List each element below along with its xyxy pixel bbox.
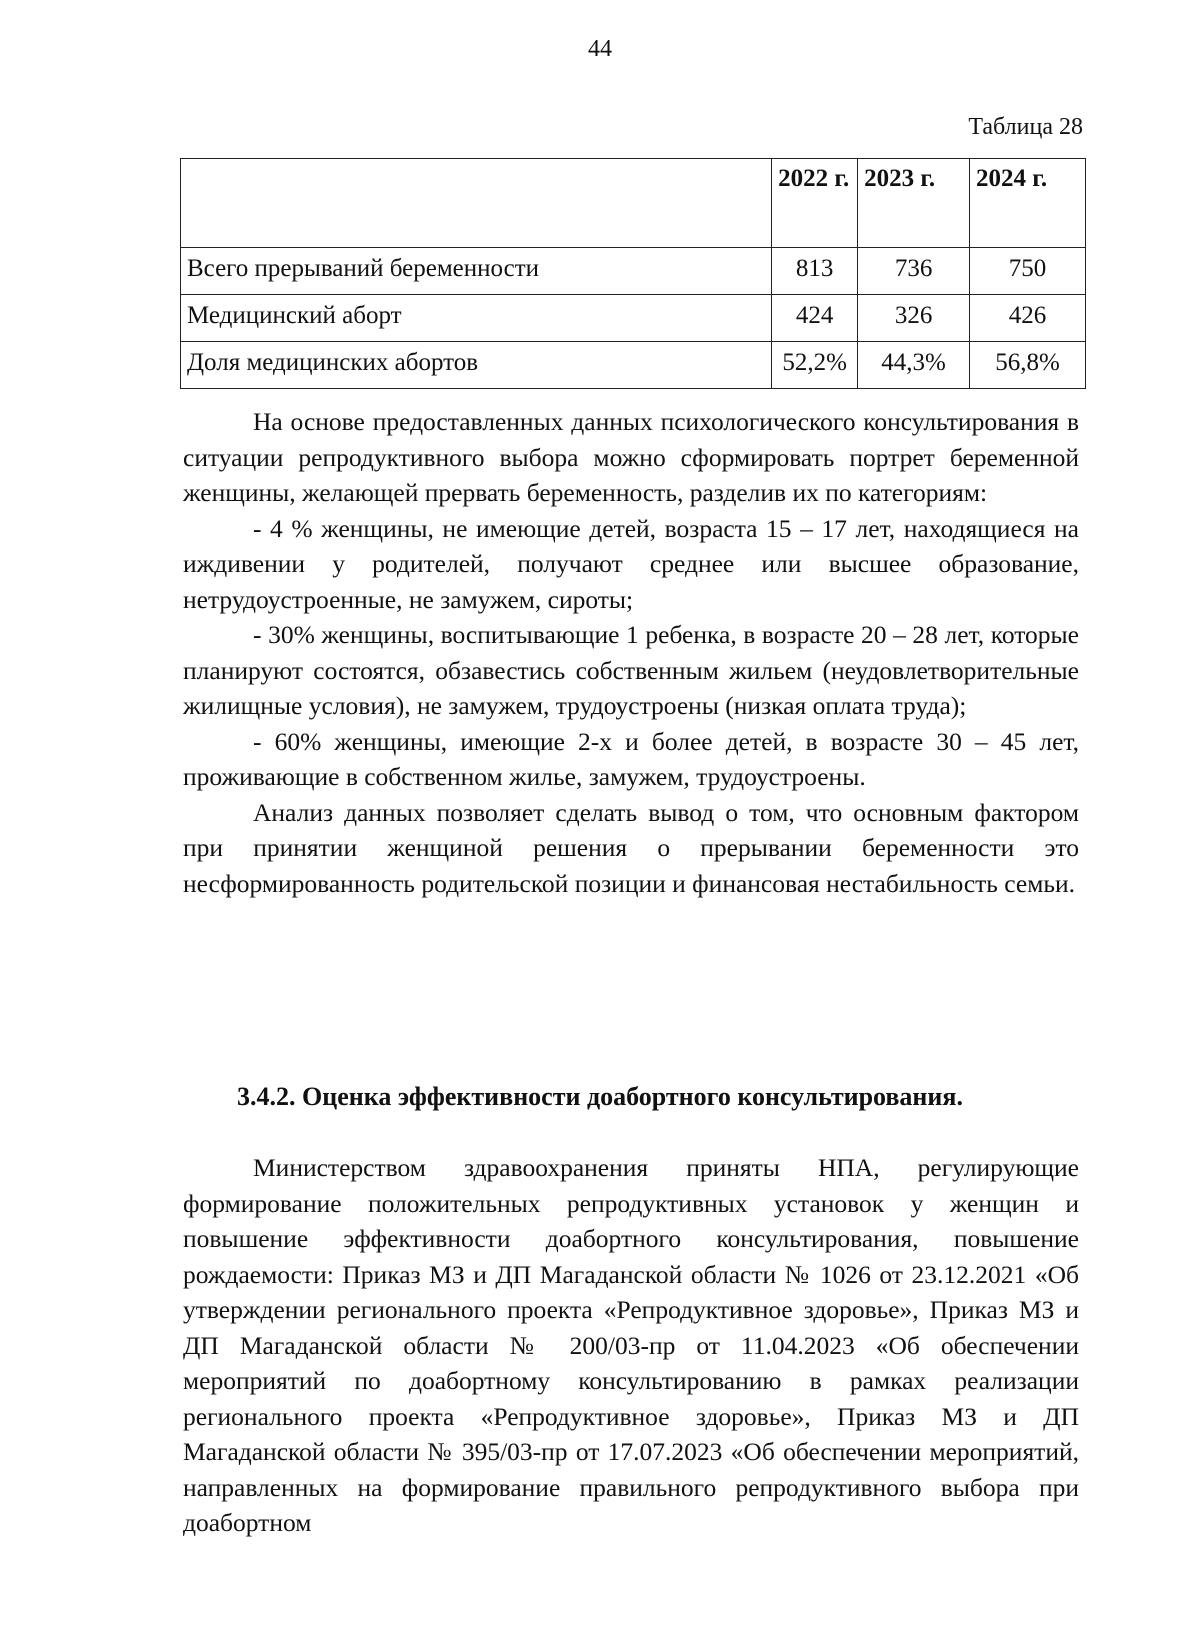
table-cell: 750 bbox=[970, 248, 1086, 295]
abortion-statistics-table bbox=[180, 158, 1086, 389]
table-header-cell: 2022 г. bbox=[772, 159, 858, 248]
section-heading: 3.4.2. Оценка эффективности доабортного консультирования. bbox=[237, 1082, 963, 1111]
table-row-label: Медицинский аборт bbox=[181, 295, 772, 342]
table-header-cell: 2023 г. bbox=[858, 159, 970, 248]
page-number: 44 bbox=[588, 36, 612, 62]
table-cell: 44,3% bbox=[858, 342, 970, 389]
table-row bbox=[181, 295, 1086, 342]
table-header-cell: 2024 г. bbox=[970, 159, 1086, 248]
table-caption: Таблица 28 bbox=[968, 114, 1083, 140]
body-text-block bbox=[183, 1150, 1079, 1541]
table-cell: 736 bbox=[858, 248, 970, 295]
table-row-label: Доля медицинских абортов bbox=[181, 342, 772, 389]
table-cell: 52,2% bbox=[772, 342, 858, 389]
table-header-cell bbox=[181, 159, 772, 248]
paragraph: Министерством здравоохранения приняты НПА, регулирующие формирование положительных репродуктивных установок у женщин и повышение эффективности доабортного консультирования, повышение рождаемости: Приказ МЗ и ДП Магаданской области № 1026 от 23.12.2021 «Об утверждении регионального проекта «Репродуктивное здоровье», Приказ МЗ и ДП Магаданской области № 200/03-пр от 11.04.2023 «Об обеспечении мероприятий по доабортному консультированию в рамках реализации регионального проекта «Репродуктивное здоровье», Приказ МЗ и ДП Магаданской области № 395/03-пр от 17.07.2023 «Об обеспечении мероприятий, направленных на формирование правильного репродуктивного выбора при доабортном bbox=[183, 1153, 1079, 1537]
list-item: - 30% женщины, воспитывающие 1 ребенка, в возрасте 20 – 28 лет, которые планируют состоятся, обзавестись собственным жильем (неудовлетворительные жилищные условия), не замужем, трудоустроены (низкая оплата труда); bbox=[183, 620, 1079, 720]
table-row bbox=[181, 342, 1086, 389]
table-cell: 813 bbox=[772, 248, 858, 295]
table-row bbox=[181, 248, 1086, 295]
table-row-label: Всего прерываний беременности bbox=[181, 248, 772, 295]
table-cell: 426 bbox=[970, 295, 1086, 342]
table-cell: 424 bbox=[772, 295, 858, 342]
list-item: - 4 % женщины, не имеющие детей, возраста 15 – 17 лет, находящиеся на иждивении у родителей, получают среднее или высшее образование, нетрудоустроенные, не замужем, сироты; bbox=[183, 513, 1079, 614]
table-cell: 56,8% bbox=[970, 342, 1086, 389]
table-cell: 326 bbox=[858, 295, 970, 342]
table-header-row bbox=[181, 159, 1086, 248]
paragraph: Анализ данных позволяет сделать вывод о том, что основным фактором при принятии женщиной решения о прерывании беременности это несформированность родительской позиции и финансовая нестабильность семьи. bbox=[183, 797, 1079, 898]
paragraph: На основе предоставленных данных психологического консультирования в ситуации репродуктивного выбора можно сформировать портрет беременной женщины, желающей прервать беременность, разделив их по категориям: bbox=[183, 407, 1079, 507]
list-item: - 60% женщины, имеющие 2-х и более детей, в возрасте 30 – 45 лет, проживающие в собственном жилье, замужем, трудоустроены. bbox=[183, 726, 1079, 791]
body-text-block bbox=[183, 404, 1079, 901]
